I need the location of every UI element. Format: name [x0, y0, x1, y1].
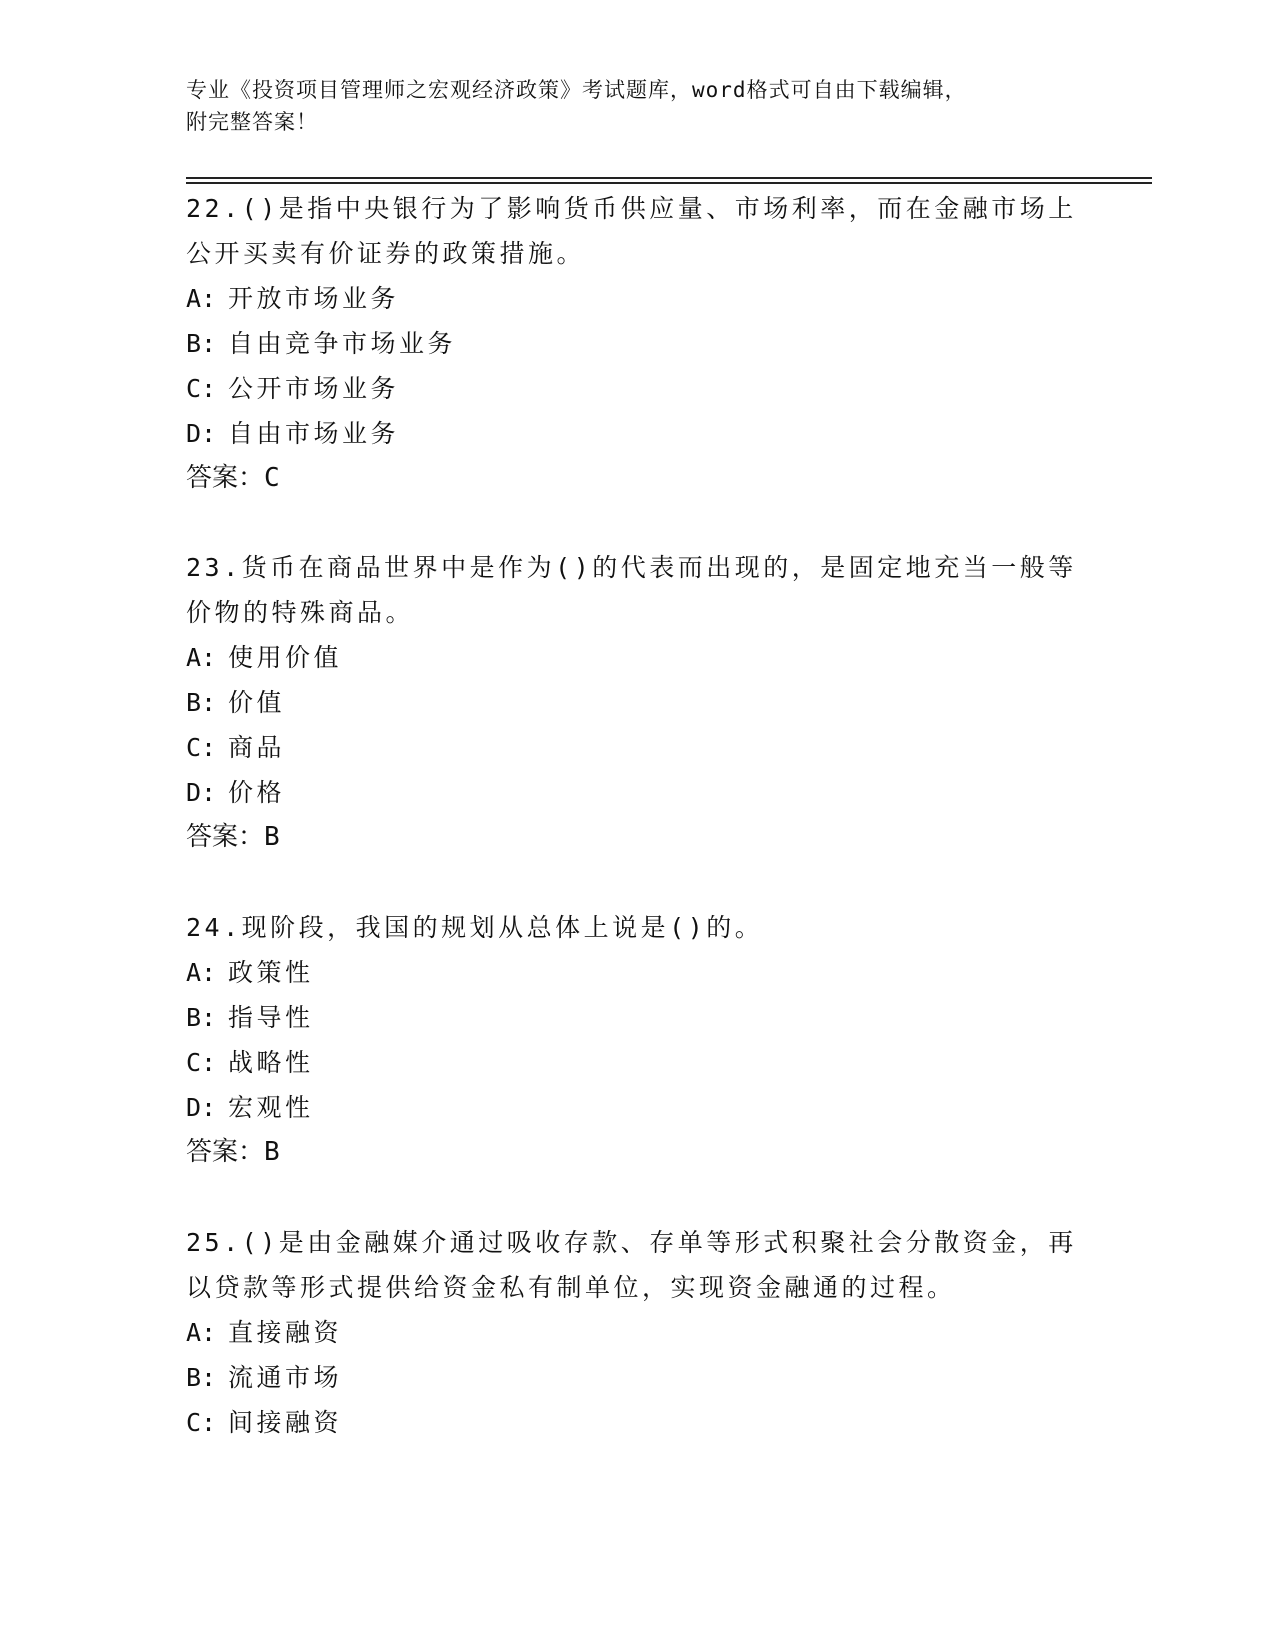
- option-key: A:: [186, 643, 217, 672]
- header-divider-bottom: [186, 182, 1152, 184]
- option-key: D:: [186, 778, 217, 807]
- question-24: [186, 905, 1086, 1175]
- option-b: [186, 321, 1086, 366]
- option-text: 价值: [228, 688, 286, 717]
- option-b: [186, 680, 1086, 725]
- option-d: [186, 770, 1086, 815]
- option-key: D:: [186, 419, 217, 448]
- option-text: 战略性: [228, 1048, 314, 1077]
- option-key: D:: [186, 1093, 217, 1122]
- answer-label: 答案：: [186, 463, 265, 493]
- question-stem: 25.()是由金融媒介通过吸收存款、存单等形式积聚社会分散资金，再以贷款等形式提供给资金私有制单位，实现资金融通的过程。: [186, 1228, 1077, 1302]
- question-stem: 23.货币在商品世界中是作为()的代表而出现的，是固定地充当一般等价物的特殊商品。: [186, 553, 1077, 627]
- option-c: [186, 1040, 1086, 1085]
- option-text: 价格: [228, 778, 286, 807]
- option-d: [186, 1085, 1086, 1130]
- option-a: [186, 276, 1086, 321]
- option-c: [186, 725, 1086, 770]
- option-key: B:: [186, 688, 217, 717]
- option-key: A:: [186, 284, 217, 313]
- option-c: [186, 1400, 1086, 1445]
- answer-line: [186, 456, 1086, 501]
- option-text: 流通市场: [228, 1363, 343, 1392]
- option-key: B:: [186, 1003, 217, 1032]
- option-text: 宏观性: [228, 1093, 314, 1122]
- header-line-1: 专业《投资项目管理师之宏观经济政策》考试题库，word格式可自由下载编辑，: [186, 78, 967, 102]
- option-key: A:: [186, 958, 217, 987]
- answer-value: B: [264, 1137, 280, 1167]
- option-d: [186, 411, 1086, 456]
- question-stem: 24.现阶段，我国的规划从总体上说是()的。: [186, 913, 764, 942]
- option-text: 商品: [228, 733, 286, 762]
- option-key: C:: [186, 1408, 217, 1437]
- option-text: 指导性: [228, 1003, 314, 1032]
- answer-line: [186, 815, 1086, 860]
- option-key: A:: [186, 1318, 217, 1347]
- answer-label: 答案：: [186, 1137, 265, 1167]
- document-header: [186, 74, 1086, 138]
- option-key: B:: [186, 1363, 217, 1392]
- option-key: C:: [186, 733, 217, 762]
- answer-value: C: [264, 463, 280, 493]
- option-text: 开放市场业务: [228, 284, 400, 313]
- option-text: 自由竞争市场业务: [228, 329, 457, 358]
- option-a: [186, 635, 1086, 680]
- option-key: C:: [186, 1048, 217, 1077]
- answer-label: 答案：: [186, 822, 265, 852]
- answer-line: [186, 1130, 1086, 1175]
- option-key: C:: [186, 374, 217, 403]
- option-b: [186, 995, 1086, 1040]
- option-text: 自由市场业务: [228, 419, 400, 448]
- option-key: B:: [186, 329, 217, 358]
- question-stem: 22.()是指中央银行为了影响货币供应量、市场利率，而在金融市场上公开买卖有价证券的政策措施。: [186, 194, 1077, 268]
- answer-value: B: [264, 822, 280, 852]
- question-25: [186, 1220, 1086, 1445]
- option-text: 使用价值: [228, 643, 343, 672]
- header-line-2: 附完整答案！: [186, 110, 318, 134]
- option-text: 直接融资: [228, 1318, 343, 1347]
- option-b: [186, 1355, 1086, 1400]
- option-c: [186, 366, 1086, 411]
- question-23: [186, 545, 1086, 860]
- option-text: 间接融资: [228, 1408, 343, 1437]
- question-22: [186, 186, 1086, 501]
- option-text: 公开市场业务: [228, 374, 400, 403]
- option-a: [186, 950, 1086, 995]
- header-divider-top: [186, 177, 1152, 179]
- option-a: [186, 1310, 1086, 1355]
- option-text: 政策性: [228, 958, 314, 987]
